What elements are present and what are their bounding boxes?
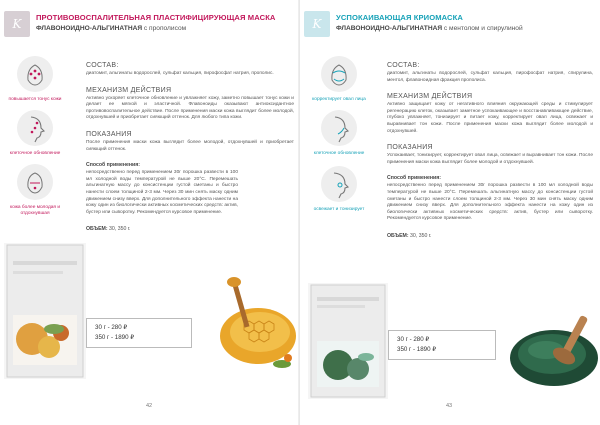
indications-text: После применения маски кожа выглядит более молодой, отдохнувшей и приобретает сияющий оттенок. (86, 139, 294, 152)
product-package-image (308, 283, 388, 399)
product-package-icon (4, 243, 86, 379)
subtitle-bold: ФЛАВОНОИДНО-АЛЬГИНАТНАЯ (36, 25, 143, 32)
price-350g: 350 г - 1890 ₽ (95, 334, 135, 341)
benefit-item (4, 54, 66, 103)
benefit-item (308, 54, 370, 103)
product-title: УСПОКАИВАЮЩАЯ КРИОМАСКА (336, 13, 463, 22)
composition-heading: СОСТАВ: (86, 62, 119, 69)
face-profile-icon (15, 108, 55, 148)
price-box (86, 318, 192, 348)
indications-heading: ПОКАЗАНИЯ (387, 144, 433, 152)
composition-text: диатомит, альгинаты водорослей, сульфат кальция, пирофосфат натрия, прополис. (86, 71, 274, 76)
benefit-label: клеточное обновление (313, 151, 365, 156)
method-text: непосредственно перед применением 30г порошка развести в 100 мл холодной воды температурой не выше 20°C. Перемешать альгинатную массу до консистенции густой сметаны и быстро нанести слоем толщиной 2-3 мм. Через 30 мин снять маску одним движением снизу вверх. Для дополнительного эффекта нанести на кожу один из биологически активных косметических средств: актив, бустер или сыворотку. Рекомендуется курсовое применение. (387, 183, 593, 222)
page-number: 43 (446, 403, 453, 409)
weight-value: 30, 350 г. (408, 232, 432, 239)
spirulina-photo (508, 300, 600, 390)
brand-logo: K (4, 11, 30, 37)
product-package-icon (308, 283, 388, 399)
weight-label: ОБЪЕМ: (86, 226, 108, 233)
price-30g: 30 г - 280 ₽ (397, 336, 430, 343)
composition-text: диатомит, альгинаты водорослей, сульфат кальция, пирофосфат натрия, спирулина, ментол, флавоноидная фракция прополиса. (387, 71, 593, 83)
product-subtitle (36, 25, 186, 32)
benefit-item (308, 108, 370, 157)
product-package-image (4, 243, 86, 379)
benefit-label: повышается тонус кожи (8, 97, 62, 102)
benefit-item (4, 162, 66, 217)
mechanism-heading: МЕХАНИЗМ ДЕЙСТВИЯ (86, 86, 172, 94)
page-number: 42 (146, 403, 153, 409)
method-text: непосредственно перед применением 30г порошка развести в 100 мл холодной воды температурой не выше 20°C. Перемешать альгинатную массу до консистенции густой сметаны и быстро нанести слоем толщиной 2-3 мм. Через 30 мин снять маску одним движением снизу вверх. Для дополнительного эффекта нанести на кожу один из биологически активных косметических средств: актив, бустер или сыворотку. Рекомендуется курсовое применение. (86, 170, 238, 215)
face-front-icon (15, 162, 55, 202)
product-title: ПРОТИВОВОСПАЛИТЕЛЬНАЯ ПЛАСТИФИЦИРУЮЩАЯ МАСКА (36, 13, 276, 22)
method-heading: Способ применения: (86, 162, 140, 169)
page-right (300, 0, 600, 425)
page-header (0, 11, 300, 39)
face-dots-icon (15, 54, 55, 94)
honey-photo (210, 268, 298, 376)
indications-heading: ПОКАЗАНИЯ (86, 130, 132, 138)
subtitle-bold: ФЛАВОНОИДНО-АЛЬГИНАТНАЯ (336, 25, 443, 32)
mechanism-heading: МЕХАНИЗМ ДЕЙСТВИЯ (387, 93, 473, 101)
face-side-icon (319, 164, 359, 204)
price-350g: 350 г - 1890 ₽ (397, 346, 437, 353)
product-subtitle (336, 25, 523, 32)
subtitle-rest: с ментолом и спирулиной (442, 25, 523, 32)
benefit-label: корректирует овал лица (312, 97, 366, 102)
page-header (300, 11, 600, 39)
indications-text: Успокаивает, тонизирует, корректирует овал лица, освежает и выравнивает тон кожи. После применения маски кожа выглядит более молодой и отдохнувшей. (387, 153, 593, 165)
benefit-item (4, 108, 66, 157)
face-mask-icon (319, 54, 359, 94)
spirulina-icon (508, 300, 600, 390)
benefit-label: кожа более молодая и отдохнувшая (9, 205, 61, 216)
method-heading: Способ применения: (387, 175, 441, 182)
benefit-label: клеточное обновление (9, 151, 61, 156)
weight-label: ОБЪЕМ: (387, 232, 409, 239)
brand-logo: K (304, 11, 330, 37)
subtitle-rest: с прополисом (142, 25, 187, 32)
description-column (387, 62, 593, 239)
price-box (388, 330, 496, 360)
benefit-item (308, 164, 370, 213)
mechanism-text: Активно ускоряет клеточное обновление и увлажняет кожу, заметно повышает тонус кожи и делает ее мягкой и эластичной. Флавоноиды оказывают антиоксидантное противовоспалительное действие. После применения маски кожа выглядит более молодой, отдохнувшей и приобретает сияющий оттенок. Для любого типа кожи. (86, 95, 294, 121)
face-profile-icon (319, 108, 359, 148)
honey-icon (210, 268, 298, 376)
description-column (86, 62, 294, 232)
weight-line (387, 233, 593, 239)
price-30g: 30 г - 280 ₽ (95, 324, 128, 331)
mechanism-text: Активно защищает кожу от негативного влияния окружающей среды и стимулирует регенерацию клеток, оказывает заметное успокаивающее и восстанавливающее действие, глубоко увлажняет, тонизирует и питает кожу, корректирует овал лица, освежает и выравнивает тон кожи. После применения маски кожа выглядит более молодой и отдохнувшей. (387, 102, 593, 134)
composition-heading: СОСТАВ: (387, 62, 420, 69)
benefit-label: освежает и тонизирует (313, 207, 365, 212)
weight-line (86, 226, 294, 232)
weight-value: 30, 350 г. (107, 226, 131, 233)
